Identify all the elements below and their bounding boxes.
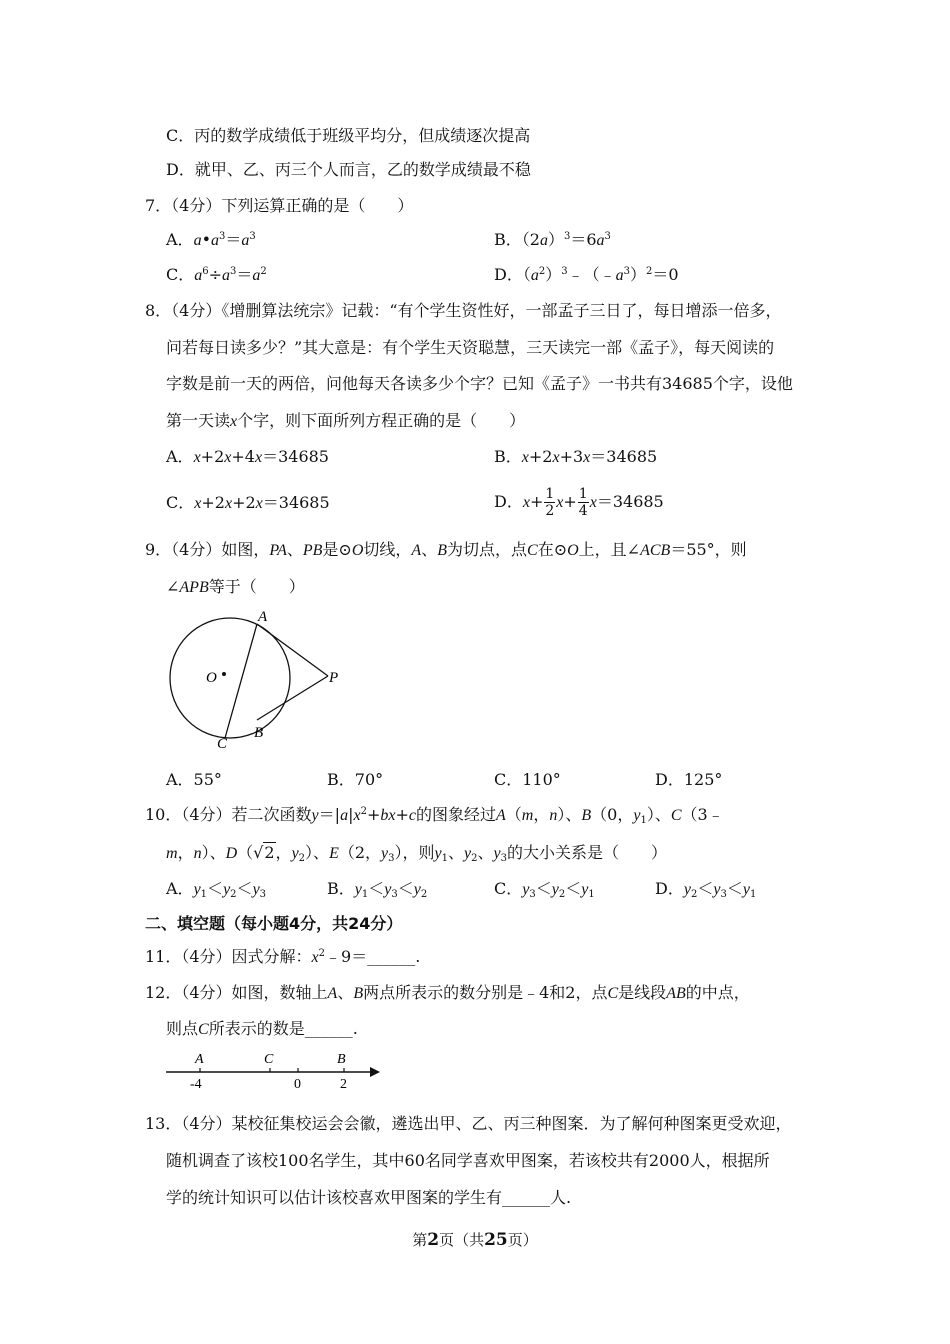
q13-stem-line2: 随机调查了该校100名学生，其中60名同学喜欢甲图案，若该校共有2000人，根据所 (166, 1151, 770, 1170)
q10-option-c: C．$y_3<y_2<y_1$ (494, 879, 595, 900)
q13-stem-line1: 13．（4分）某校征集校运会会徽，遴选出甲、乙、丙三种图案．为了解何种图案更受欢迎， (145, 1114, 792, 1133)
q8-option-a: A．x+2x+4x＝34685 (166, 447, 329, 466)
q12-stem-line2: 则点C所表示的数是______. (166, 1019, 358, 1038)
q8-stem-line1: 8．（4分）《增删算法统宗》记载：“有个学生资性好，一部孟子三日了，每日增添一倍多， (145, 301, 782, 320)
q9-option-a: A．55° (166, 770, 222, 789)
q11-answer-blank: ______ (367, 947, 416, 966)
q10-option-b: B．$y_1<y_3<y_2$ (327, 879, 428, 900)
q10-option-a: A．$y_1<y_2<y_3$ (166, 879, 267, 900)
q8-stem-line3: 字数是前一天的两倍，问他每天各读多少个字？已知《孟子》一书共有34685个字，设他 (166, 374, 793, 393)
q10-option-d: D．$y_2<y_3<y_1$ (655, 879, 757, 900)
label-o: O (206, 670, 217, 686)
q8-option-b: B．x+2x+3x＝34685 (494, 447, 658, 466)
label-a: A (258, 609, 268, 625)
q8-option-c: C．x+2x+2x＝34685 (166, 493, 330, 512)
label-b: B (337, 1052, 346, 1067)
q9-option-c: C．110° (494, 770, 561, 789)
label-c: C (264, 1052, 274, 1067)
section-2-title: 二、填空题（每小题4分，共24分） (145, 914, 403, 933)
q7-option-c: C．$a^6\div a^3=a^2$ (166, 265, 267, 284)
q9-stem-line2: ∠APB等于（ ） (166, 577, 305, 596)
tick-label-o: 0 (294, 1077, 301, 1092)
q11-stem: 11．（4分）因式分解：$x^2﹣9=\_\_\_\_\_\_$. (145, 947, 421, 966)
q7-option-b: B．$(2a)^3=6a^3$ (494, 230, 611, 249)
q10-stem-line1: 10．（4分）若二次函数$y=|a|x^2+bx+c$的图象经过A（m，n）、B（0，$y_1$）、C（3﹣ (145, 805, 724, 826)
q12-stem-line1: 12．（4分）如图，数轴上A、B两点所表示的数分别是﹣4和2，点C是线段AB的中点， (145, 983, 750, 1002)
q7-option-d: D．$(a^2)^3﹣(﹣a^3)^2=0$ (494, 265, 679, 284)
tangent-pb (257, 676, 328, 720)
q9-circle-figure (160, 602, 350, 754)
page-footer: 第2页（共25页） (412, 1230, 538, 1250)
label-c: C (217, 736, 228, 752)
q13-stem-line3: 学的统计知识可以估计该校喜欢甲图案的学生有______人. (166, 1188, 572, 1207)
label-a: A (195, 1052, 204, 1067)
q12-answer-blank: ______ (304, 1019, 353, 1038)
total-pages-number: 25 (484, 1230, 508, 1250)
q9-option-b: B．70° (327, 770, 384, 789)
q9-option-d: D．125° (655, 770, 723, 789)
q9-stem-line1: 9．（4分）如图，PA、PB是⊙O切线，A、B为切点，点C在⊙O上，且∠ACB＝55°，则 (145, 540, 747, 559)
q7-option-a: A．$a•a^3=a^3$ (166, 230, 256, 249)
current-page-number: 2 (427, 1230, 440, 1250)
tick-label-a: -4 (190, 1077, 202, 1092)
q6-option-d: D．就甲、乙、丙三个人而言，乙的数学成绩最不稳 (166, 160, 531, 179)
fraction-quarter: $\frac{1}{4}$ (578, 486, 588, 519)
label-p: P (329, 670, 339, 686)
tick-label-b: 2 (340, 1077, 347, 1092)
q8-stem-line4: 第一天读x个字，则下面所列方程正确的是（ ） (166, 411, 526, 430)
q7-stem: 7．（4分）下列运算正确的是（ ） (145, 196, 414, 215)
q13-answer-blank: ______ (502, 1188, 551, 1207)
q6-option-c: C．丙的数学成绩低于班级平均分，但成绩逐次提高 (166, 126, 531, 145)
q8-option-d: D．x+ $\frac{1}{2}$ x+ $\frac{1}{4}$ x＝34685 (494, 486, 664, 519)
tangent-pa (257, 624, 328, 676)
q10-stem-line2: m，n）、D（√2，$y_2$）、E（2，$y_3$），则$y_1$、$y_2$、$y_3$的大小关系是（ ） (166, 843, 668, 864)
fraction-half: $\frac{1}{2}$ (545, 486, 555, 519)
chord-ac (225, 624, 257, 738)
axis-arrow (370, 1067, 380, 1077)
q12-number-line (160, 1046, 390, 1092)
q8-stem-line2: 问若每日读多少？”其大意是：有个学生天资聪慧，三天读完一部《孟子》，每天阅读的 (166, 338, 775, 357)
label-b: B (254, 725, 264, 741)
center-dot (222, 672, 226, 676)
